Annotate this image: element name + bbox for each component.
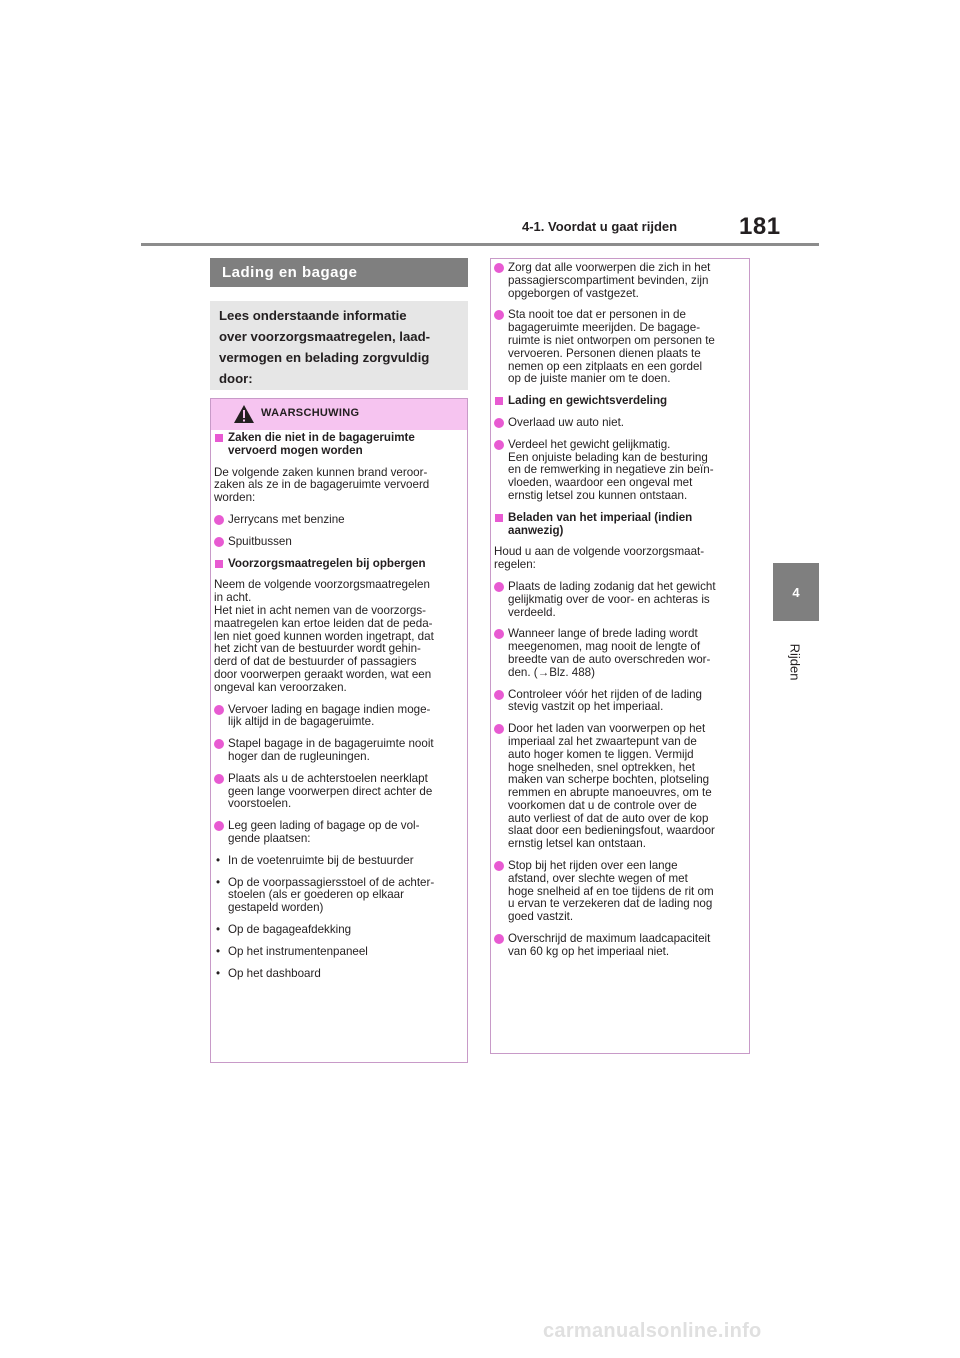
intro-box (210, 301, 468, 390)
bullet-item (214, 536, 466, 549)
text-line: maatregelen kan ertoe leiden dat de peda- (214, 616, 433, 630)
text-line: lijk altijd in de bagageruimte. (228, 715, 375, 729)
paragraph (214, 467, 466, 505)
text-line: • Op het dashboard (228, 966, 321, 980)
text-line: passagierscompartiment bevinden, zijn (508, 273, 709, 287)
text-line: • Op de bagageafdekking (228, 922, 352, 936)
intro-line: over voorzorgsmaatregelen, laad- (219, 329, 431, 344)
text-line: Voorzorgsmaatregelen bij opbergen (228, 556, 426, 570)
text-line: Spuitbussen (228, 534, 292, 548)
warning-header (211, 399, 467, 430)
paragraph (494, 546, 748, 572)
text-line: auto hoger komen te liggen. Vermijd (508, 747, 694, 761)
text-line: Stop bij het rijden over een lange (508, 859, 678, 873)
bullet-item (494, 933, 748, 959)
text-line: Jerrycans met benzine (228, 512, 345, 526)
warning-right-column (494, 262, 748, 968)
text-line: hoger dan de rugleuningen. (228, 749, 370, 763)
text-line: Lading en gewichtsverdeling (508, 394, 668, 408)
text-line: bagageruimte meerijden. De bagage- (508, 321, 701, 335)
text-line: Overlaad uw auto niet. (508, 415, 625, 429)
section-title: 4-1. Voordat u gaat rijden (522, 219, 678, 234)
text-line: gestapeld worden) (228, 901, 324, 915)
bullet-item (494, 628, 748, 679)
text-line: Controleer vóór het rijden of de lading (508, 687, 702, 701)
bullet-item (494, 262, 748, 300)
paragraph (214, 579, 466, 694)
text-line: gelijkmatig over de voor- en achteras is (508, 592, 710, 606)
text-line: Vervoer lading en bagage indien moge- (228, 702, 431, 716)
watermark: carmanualsonline.info (543, 1320, 762, 1342)
text-line: aanwezig) (508, 523, 564, 537)
text-line: Neem de volgende voorzorgsmaatregelen (214, 578, 430, 592)
text-line: stoelen (als er goederen op elkaar (228, 888, 404, 902)
bullet-item (214, 704, 466, 730)
bullet-item (494, 439, 748, 503)
chapter-tab[interactable] (773, 563, 819, 621)
text-line: het zicht van de bestuurder wordt gehin- (214, 642, 421, 656)
text-line: • In de voetenruimte bij de bestuurder (228, 853, 414, 867)
text-line: imperiaal zal het zwaartepunt van de (508, 734, 697, 748)
text-line: nemen op een zitplaats en een gordel (508, 359, 703, 373)
text-line: meegenomen, mag nooit de lengte of (508, 640, 701, 654)
text-line: stevig vastzit op het imperiaal. (508, 700, 664, 714)
text-line: verdeeld. (508, 605, 556, 619)
text-line: goed vastzit. (508, 910, 574, 924)
text-line: u ervan te verzekeren dat de lading nog (508, 897, 713, 911)
text-line: • Op het instrumentenpaneel (228, 944, 368, 958)
text-line: auto verliest of dat de auto over de kop (508, 811, 709, 825)
text-line: breedte van de auto overschreden wor- (508, 652, 711, 666)
text-line: opgeborgen of vastgezet. (508, 286, 639, 300)
subheading (214, 558, 466, 571)
warning-triangle-icon (233, 404, 255, 424)
text-line: Zorg dat alle voorwerpen die zich in het (508, 261, 711, 274)
header-divider (141, 243, 819, 246)
text-line: hoge snelheden, snel optrekken, het (508, 760, 695, 774)
text-line: voorkomen dat u de controle over de (508, 798, 697, 812)
dot-item (214, 924, 466, 937)
bullet-item (214, 738, 466, 764)
text-line: van 60 kg op het imperiaal niet. (508, 944, 670, 958)
text-line: geen lange voorwerpen direct achter de (228, 784, 433, 798)
text-line: Overschrijd de maximum laadcapaciteit (508, 932, 711, 946)
text-line: voorstoelen. (228, 797, 292, 811)
warning-label: WAARSCHUWING (261, 407, 360, 419)
subheading (494, 395, 748, 408)
text-line: vloeden, waardoor een ongeval met (508, 476, 693, 490)
text-line: Houd u aan de volgende voorzorgsmaat- (494, 545, 705, 559)
text-line: Plaats de lading zodanig dat het gewicht (508, 579, 716, 593)
text-line: worden: (214, 491, 256, 505)
text-line: Sta nooit toe dat er personen in de (508, 308, 686, 322)
text-line: zaken als ze in de bagageruimte vervoerd (214, 478, 430, 492)
text-line: Plaats als u de achterstoelen neerklapt (228, 771, 428, 785)
bullet-item (494, 581, 748, 619)
warning-left-column (214, 432, 466, 989)
text-line: vervoeren. Personen dienen plaats te (508, 346, 701, 360)
text-line: ongeval kan veroorzaken. (214, 680, 347, 694)
text-line: door voorwerpen geraakt worden, wat een (214, 667, 432, 681)
bullet-item (494, 689, 748, 715)
text-line: remmen en abrupte manoeuvres, om te (508, 786, 712, 800)
text-line: gende plaatsen: (228, 831, 311, 845)
dot-item (214, 877, 466, 915)
bullet-item (494, 723, 748, 851)
text-line: den. (→Blz. 488) (508, 665, 595, 679)
subheading (494, 512, 748, 538)
text-line: en de remwerking in negatieve zin beïn- (508, 463, 714, 477)
chapter-label: Rijden (787, 643, 803, 681)
page-number: 181 (739, 213, 781, 240)
text-line: op de juiste manier om te doen. (508, 372, 671, 386)
text-line: hoge snelheid af en toe tijdens de rit om (508, 884, 714, 898)
text-line: regelen: (494, 558, 536, 572)
subheading (214, 432, 466, 458)
text-line: slaat door een bedieningsfout, waardoor (508, 824, 715, 838)
dot-item (214, 946, 466, 959)
intro-line: Lees onderstaande informatie (219, 308, 407, 323)
text-line: Stapel bagage in de bagageruimte nooit (228, 737, 434, 751)
bullet-item (214, 773, 466, 811)
dot-item (214, 855, 466, 868)
text-line: ernstig letsel zou kunnen ontstaan. (508, 488, 688, 502)
text-line: Het niet in acht nemen van de voorzorgs- (214, 603, 427, 617)
text-line: in acht. (214, 591, 252, 605)
bullet-item (214, 820, 466, 846)
text-line: len niet goed kunnen worden ingetrapt, dat (214, 629, 434, 643)
text-line: Door het laden van voorwerpen op het (508, 722, 706, 736)
text-line: ernstig letsel kan ontstaan. (508, 837, 646, 851)
intro-line: door: (219, 371, 253, 386)
text-line: vervoerd mogen worden (228, 443, 363, 457)
text-line: Een onjuiste belading kan de besturing (508, 450, 708, 464)
chapter-number: 4 (792, 584, 800, 600)
page-title: Lading en bagage (210, 258, 468, 287)
text-line: • Op de voorpassagiersstoel of de achter- (228, 875, 435, 889)
text-line: Verdeel het gewicht gelijkmatig. (508, 437, 671, 451)
dot-item (214, 968, 466, 981)
bullet-item (494, 417, 748, 430)
intro-line: vermogen en belading zorgvuldig (219, 350, 430, 365)
text-line: De volgende zaken kunnen brand veroor- (214, 465, 428, 479)
bullet-item (494, 860, 748, 924)
bullet-item (214, 514, 466, 527)
bullet-item (494, 309, 748, 386)
text-line: Leg geen lading of bagage op de vol- (228, 819, 420, 833)
text-line: ruimte is niet ontworpen om personen te (508, 333, 715, 347)
text-line: Beladen van het imperiaal (indien (508, 510, 693, 524)
text-line: afstand, over slechte wegen of met (508, 871, 688, 885)
text-line: derd of dat de bestuurder of passagiers (214, 655, 417, 669)
text-line: Wanneer lange of brede lading wordt (508, 627, 698, 641)
text-line: maken van scherpe bochten, plotseling (508, 773, 710, 787)
text-line: Zaken die niet in de bagageruimte (228, 431, 415, 444)
